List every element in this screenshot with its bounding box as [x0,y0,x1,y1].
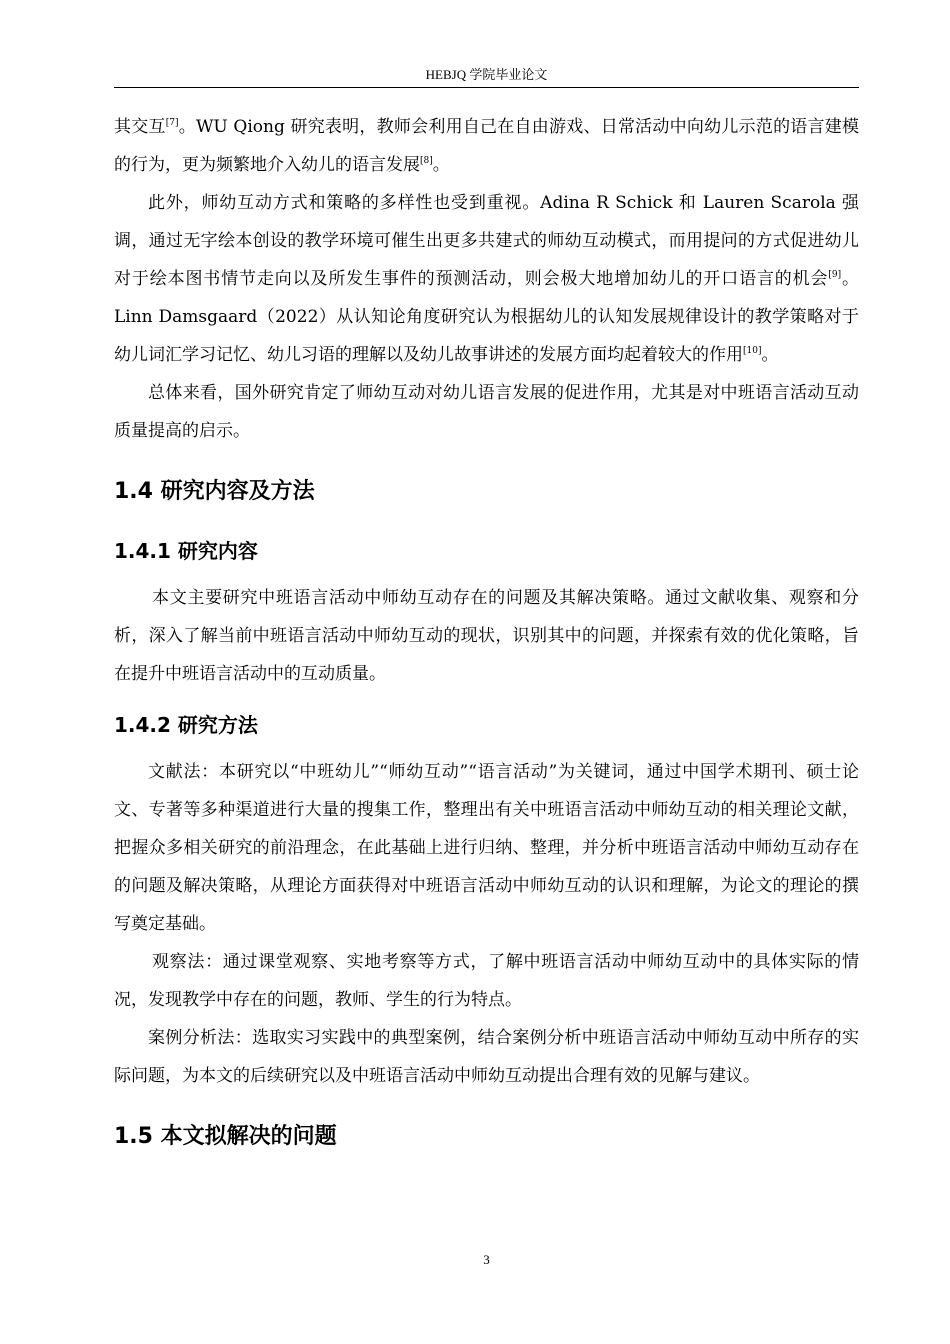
paragraph-method-observation: 观察法：通过课堂观察、实地考察等方式，了解中班语言活动中师幼互动中的具体实际的情况，发现教学中存在的问题，教师、学生的行为特点。 [114,952,859,1010]
section-heading-1-4: 1.4 研究内容及方法 [114,479,315,504]
paragraph-interaction-strategies: 此外，师幼互动方式和策略的多样性也受到重视。Adina R Schick 和 Lauren Scarola 强调，通过无字绘本创设的教学环境可催生出更多共建式的师幼互动模式，而用提问的方式促进幼儿对于绘本图书情节走向以及所发生事件的预测活动，则会极大地增加幼儿的开口语言的机会[9]。Linn Damsgaard（2022）从认知论角度研究认为根据幼儿的认知发展规律设计的教学策略对于幼儿词汇学习记忆、幼儿习语的理解以及幼儿故事讲述的发展方面均起着较大的作用[10]。 [114,193,860,365]
citation-ref: [8] [420,156,433,166]
paragraph-method-literature: 文献法：本研究以“中班幼儿”“师幼互动”“语言活动”为关键词，通过中国学术期刊、硕士论文、专著等多种渠道进行大量的搜集工作，整理出有关中班语言活动中师幼互动的相关理论文献，把握众多相关研究的前沿理念，在此基础上进行归纳、整理，并分析中班语言活动中师幼互动存在的问题及解决策略，从理论方面获得对中班语言活动中师幼互动的认识和理解，为论文的理论的撰写奠定基础。 [114,762,859,934]
paragraph-research-content: 本文主要研究中班语言活动中师幼互动存在的问题及其解决策略。通过文献收集、观察和分析，深入了解当前中班语言活动中师幼互动的现状，识别其中的问题，并探索有效的优化策略，旨在提升中班语言活动中的互动质量。 [114,588,859,684]
subsection-heading-1-4-2: 1.4.2 研究方法 [114,713,258,737]
citation-ref: [7] [165,118,179,128]
paragraph-summary: 总体来看，国外研究肯定了师幼互动对幼儿语言发展的促进作用，尤其是对中班语言活动互动质量提高的启示。 [114,383,859,441]
citation-ref: [10] [743,346,762,356]
paragraph-method-case-analysis: 案例分析法：选取实习实践中的典型案例，结合案例分析中班语言活动中师幼互动中所存的实际问题，为本文的后续研究以及中班语言活动中师幼互动提出合理有效的见解与建议。 [114,1028,859,1086]
subsection-heading-1-4-1: 1.4.1 研究内容 [114,539,258,563]
page-body [114,108,859,1164]
running-header: HEBJQ 学院毕业论文 [425,67,548,82]
page-number: 3 [483,1252,490,1267]
paragraph-continuation: 其交互[7]。WU Qiong 研究表明，教师会利用自己在自由游戏、日常活动中向幼儿示范的语言建模的行为，更为频繁地介入幼儿的语言发展[8]。 [114,117,860,175]
header-divider [114,87,859,88]
section-heading-1-5: 1.5 本文拟解决的问题 [114,1124,337,1149]
citation-ref: [9] [828,270,842,280]
